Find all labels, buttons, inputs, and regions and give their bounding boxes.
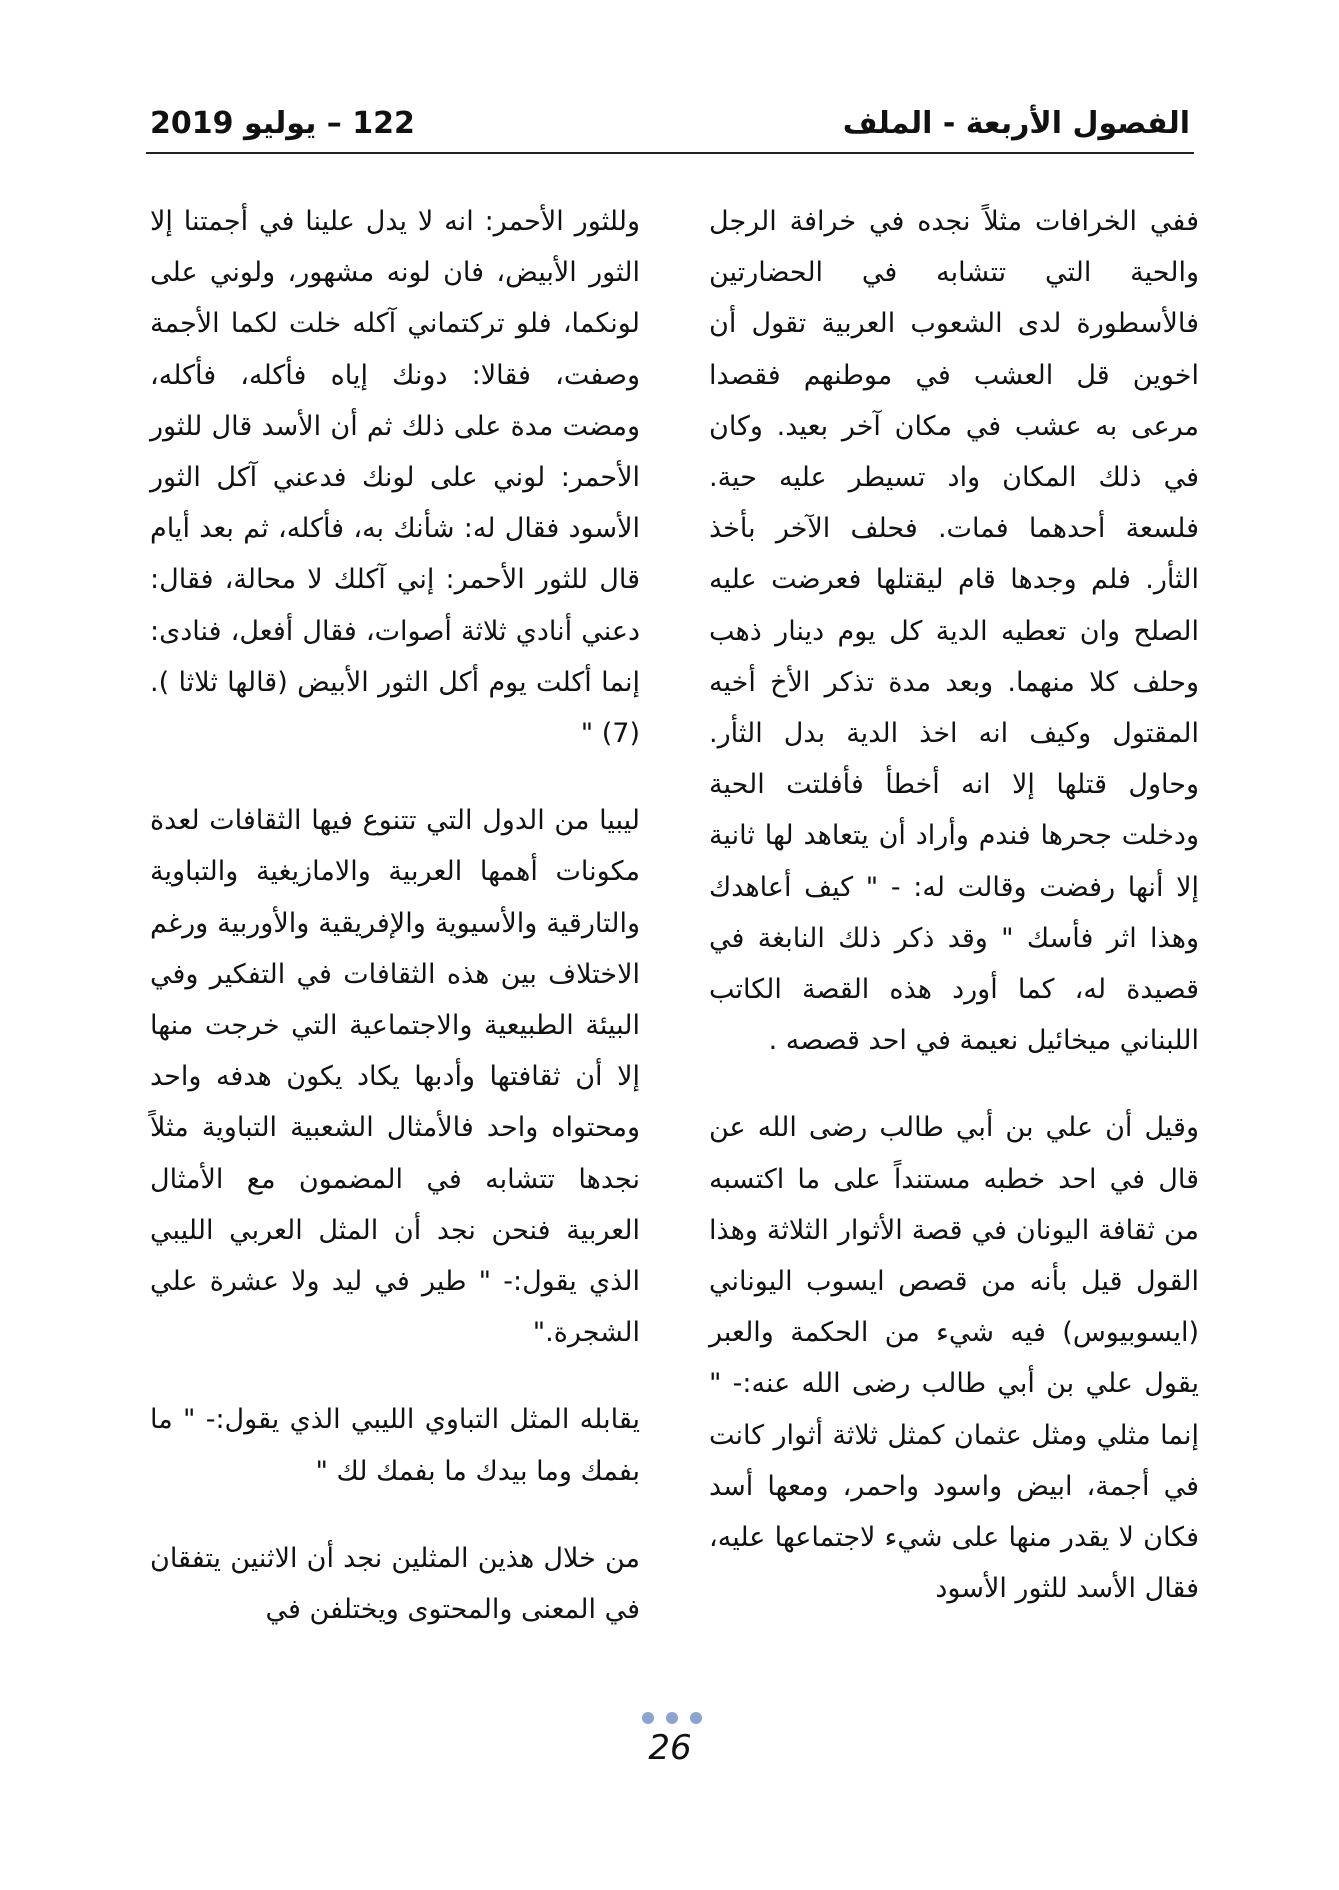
magazine-title: الفصول الأربعة - الملف — [842, 106, 1190, 141]
issue-date: 122 – يوليو 2019 — [150, 106, 415, 141]
header-divider — [146, 152, 1194, 154]
paragraph: من خلال هذين المثلين نجد أن الاثنين يتفقان في المعنى والمحتوى ويختلفن في — [150, 1542, 640, 1626]
paragraph: وقيل أن علي بن أبي طالب رضى الله عن قال في احد خطبه مستنداً على ما اكتسبه من ثقافة اليونان في قصة الأثوار الثلاثة وهذا القول قيل بأنه من قصص ايسوب اليوناني (ايسوبيوس) فيه شيء من الحكمة والعبر يقول علي بن أبي طالب رضى الله عنه:- " إنما مثلي ومثل عثمان كمثل ثلاثة أثوار كانت في أجمة، ابيض واسود واحمر، ومعها أسد فكان لا يقدر منها على شيء لاجتماعها عليه، فقال الأسد للثور الأسود — [709, 1112, 1199, 1605]
paragraph: وللثور الأحمر: انه لا يدل علينا في أجمتنا إلا الثور الأبيض، فان لونه مشهور، ولوني على لونكما، فلو تركتماني آكله خلت لكما الأجمة وصفت، فقالا: دونك إياه فأكله، فأكله، ومضت مدة على ذلك ثم أن الأسد قال للثور الأحمر: لوني على لونك فدعني آكل الثور الأسود فقال له: شأنك به، فأكله، ثم بعد أيام قال للثور الأحمر: إني آكلك لا محالة، فقال: دعني أنادي ثلاثة أصوات، فقال أفعل، فنادى: إنما أكلت يوم أكل الثور الأبيض (قالها ثلاثا ).(7) " — [150, 206, 640, 750]
paragraph: ليبيا من الدول التي تتنوع فيها الثقافات لعدة مكونات أهمها العربية والامازيغية والتباوية والتارقية والأسيوية والإفريقية والأوربية ورغم الاختلاف بين هذه الثقافات في التفكير وفي البيئة الطبيعية والاجتماعية التي خرجت منها إلا أن ثقافتها وأدبها يكاد يكون هدفه واحد ومحتواه واحد فالأمثال الشعبية التباوية مثلاً نجدها تتشابه في المضمون مع الأمثال العربية فنحن نجد أن المثل العربي الليبي الذي يقول:- " طير في ليد ولا عشرة علي الشجرة." — [150, 805, 640, 1349]
paragraph: ففي الخرافات مثلاً نجده في خرافة الرجل والحية التي تتشابه في الحضارتين فالأسطورة لدى الشعوب العربية تقول أن اخوين قل العشب في موطنهم فقصدا مرعى به عشب في مكان آخر بعيد. وكان في ذلك المكان واد تسيطر عليه حية. فلسعة أحدهما فمات. فحلف الآخر بأخذ الثأر. فلم وجدها قام ليقتلها فعرضت عليه الصلح وان تعطيه الدية كل يوم دينار ذهب وحلف كلا منهما. وبعد مدة تذكر الأخ أخيه المقتول وكيف انه اخذ الدية بدل الثأر. وحاول قتلها إلا انه أخطأ فأفلتت الحية ودخلت جحرها فندم وأراد أن يتعاهد لها ثانية إلا أنها رفضت وقالت له: - " كيف أعاهدك وهذا اثر فأسك " وقد ذكر ذلك النابغة في قصيدة له، كما أورد هذه القصة الكاتب اللبناني ميخائيل نعيمة في احد قصصه . — [709, 206, 1199, 1057]
dot-icon — [690, 1712, 702, 1724]
dot-icon — [666, 1712, 678, 1724]
right-column — [709, 196, 1199, 1650]
footer-dots-ornament — [642, 1712, 702, 1726]
page-header — [150, 100, 1190, 152]
left-column — [150, 196, 640, 1671]
page-number: 26 — [648, 1728, 692, 1768]
dot-icon — [642, 1712, 654, 1724]
paragraph: يقابله المثل التباوي الليبي الذي يقول:- " ما بفمك وما بيدك ما بفمك لك " — [150, 1404, 640, 1487]
